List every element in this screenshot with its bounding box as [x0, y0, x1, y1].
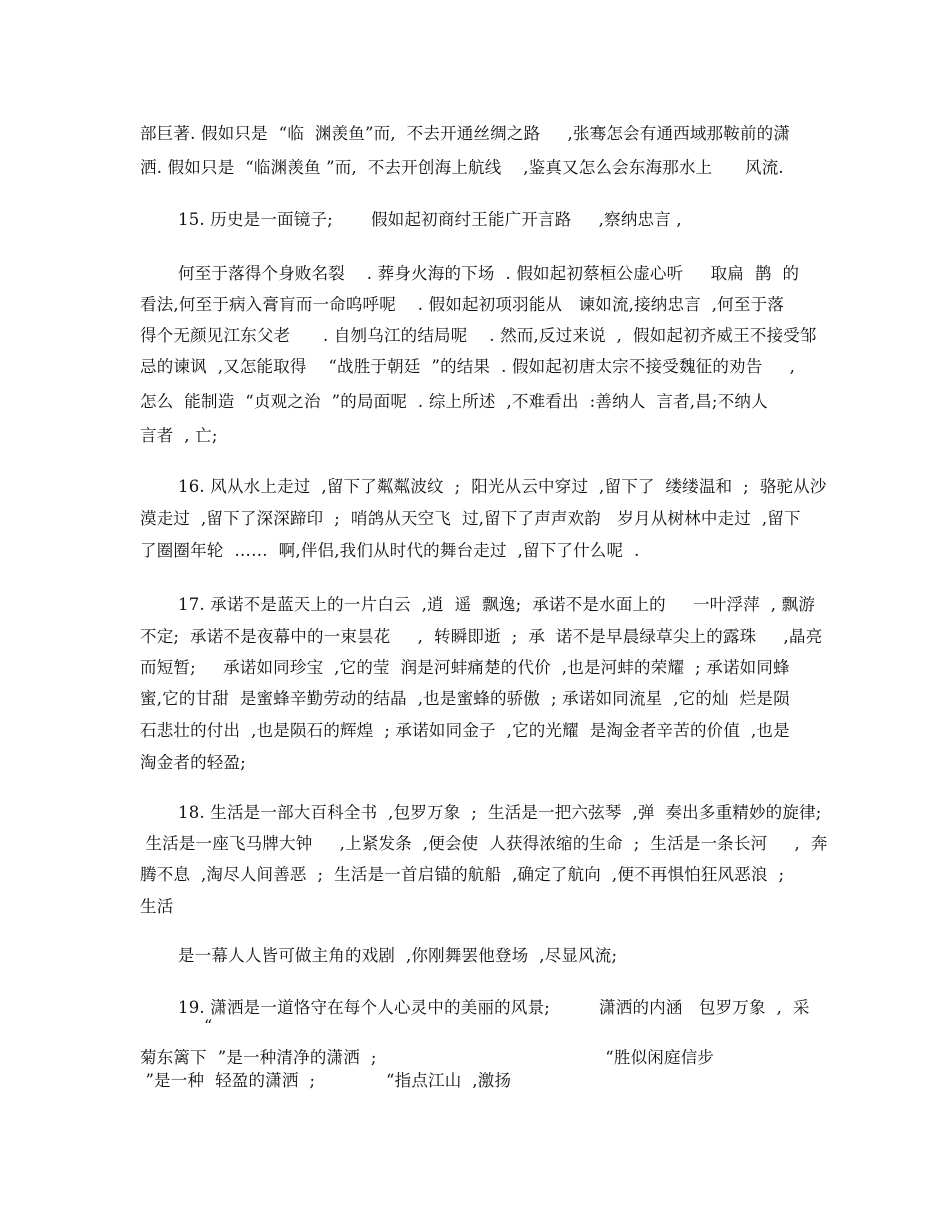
text-line: 而短暂; 承诺如同珍宝 ,它的莹 润是河蚌痛楚的代价 ,也是河蚌的荣耀 ; 承诺如同蜂 — [140, 658, 790, 677]
item-18-heading: 18. 生活是一部大百科全书 ,包罗万象 ; 生活是一把六弦琴 ,弹 奏出多重精妙的旋律; — [178, 803, 822, 822]
text-line: 是一幕人人皆可做主角的戏剧 ,你刚舞罢他登场 ,尽显风流; — [178, 946, 618, 965]
text-line: 漠走过 ,留下了深深蹄印 ; 哨鸽从天空飞 过,留下了声声欢韵 岁月从树林中走过 ,留下 — [140, 509, 801, 528]
text-line: 生活 — [140, 897, 174, 916]
item-19-heading: 19. 潇洒是一道恪守在每个人心灵中的美丽的风景; 潇洒的内涵 包罗万象 , 采 — [178, 998, 810, 1017]
text-line: 淘金者的轻盈; — [140, 753, 246, 772]
text-line: 部巨著. 假如只是 “临 渊羡鱼”而, 不去开通丝绸之路 ,张骞怎会有通西域那鞍前的潇 — [140, 124, 791, 143]
text-line: 蜜,它的甘甜 是蜜蜂辛勤劳动的结晶 ,也是蜜蜂的骄傲 ; 承诺如同流星 ,它的灿 烂是陨 — [140, 689, 790, 708]
text-line: 菊东篱下 ”是一种清净的潇洒 ; “胜似闲庭信步 — [140, 1048, 715, 1067]
item-17-heading: 17. 承诺不是蓝天上的一片白云 ,逍 遥 飘逸; 承诺不是水面上的 一叶浮萍 , 飘游 — [178, 595, 816, 614]
text-line: 言者 , 亡; — [140, 426, 218, 445]
text-line: 怎么 能制造 “贞观之治 ”的局面呢 . 综上所述 ,不难看出 :善纳人 言者,昌;不纳人 — [140, 392, 768, 411]
text-line: 忌的谏讽 ,又怎能取得 “战胜于朝廷 ”的结果 . 假如起初唐太宗不接受魏征的劝告 , — [140, 357, 796, 376]
text-line: ”是一种 轻盈的潇洒 ; “指点江山 ,激扬 — [140, 1071, 512, 1090]
text-line: 了圈圈年轮 …… 啊,伴侣,我们从时代的舞台走过 ,留下了什么呢 . — [140, 541, 640, 560]
item-15-heading: 15. 历史是一面镜子; 假如起初商纣王能广开言路 ,察纳忠言 , — [178, 210, 682, 229]
text-line: 洒. 假如只是 “临渊羡鱼 ”而, 不去开创海上航线 ,鉴真又怎么会东海那水上 风流. — [140, 158, 784, 177]
text-line: 生活是一座飞马牌大钟 ,上紧发条 ,便会使 人获得浓缩的生命 ; 生活是一条长河 , 奔 — [140, 834, 828, 853]
text-line: 得个无颜见江东父老 . 自刎乌江的结局呢 . 然而,反过来说 , 假如起初齐威王不接受邹 — [140, 326, 817, 345]
text-line: 石悲壮的付出 ,也是陨石的辉煌 ; 承诺如同金子 ,它的光耀 是淘金者辛苦的价值 ,也是 — [140, 721, 790, 740]
text-line: 不定; 承诺不是夜幕中的一束昙花 , 转瞬即逝 ; 承 诺不是早晨绿草尖上的露珠 ,晶亮 — [140, 627, 823, 646]
text-line: 腾不息 ,淘尽人间善恶 ; 生活是一首启锚的航船 ,确定了航向 ,便不再惧怕狂风恶浪 ; — [140, 865, 785, 884]
text-line: 何至于落得个身败名裂 . 葬身火海的下场 . 假如起初蔡桓公虚心听 取扁 鹊 的 — [178, 264, 800, 283]
text-line: 看法,何至于病入膏肓而一命呜呼呢 . 假如起初项羽能从 谏如流,接纳忠言 ,何至于落 — [140, 295, 785, 314]
open-quote-mark: “ — [204, 1016, 213, 1035]
item-16-heading: 16. 风从水上走过 ,留下了粼粼波纹 ; 阳光从云中穿过 ,留下了 缕缕温和 ; 骆驼从沙 — [178, 477, 827, 496]
